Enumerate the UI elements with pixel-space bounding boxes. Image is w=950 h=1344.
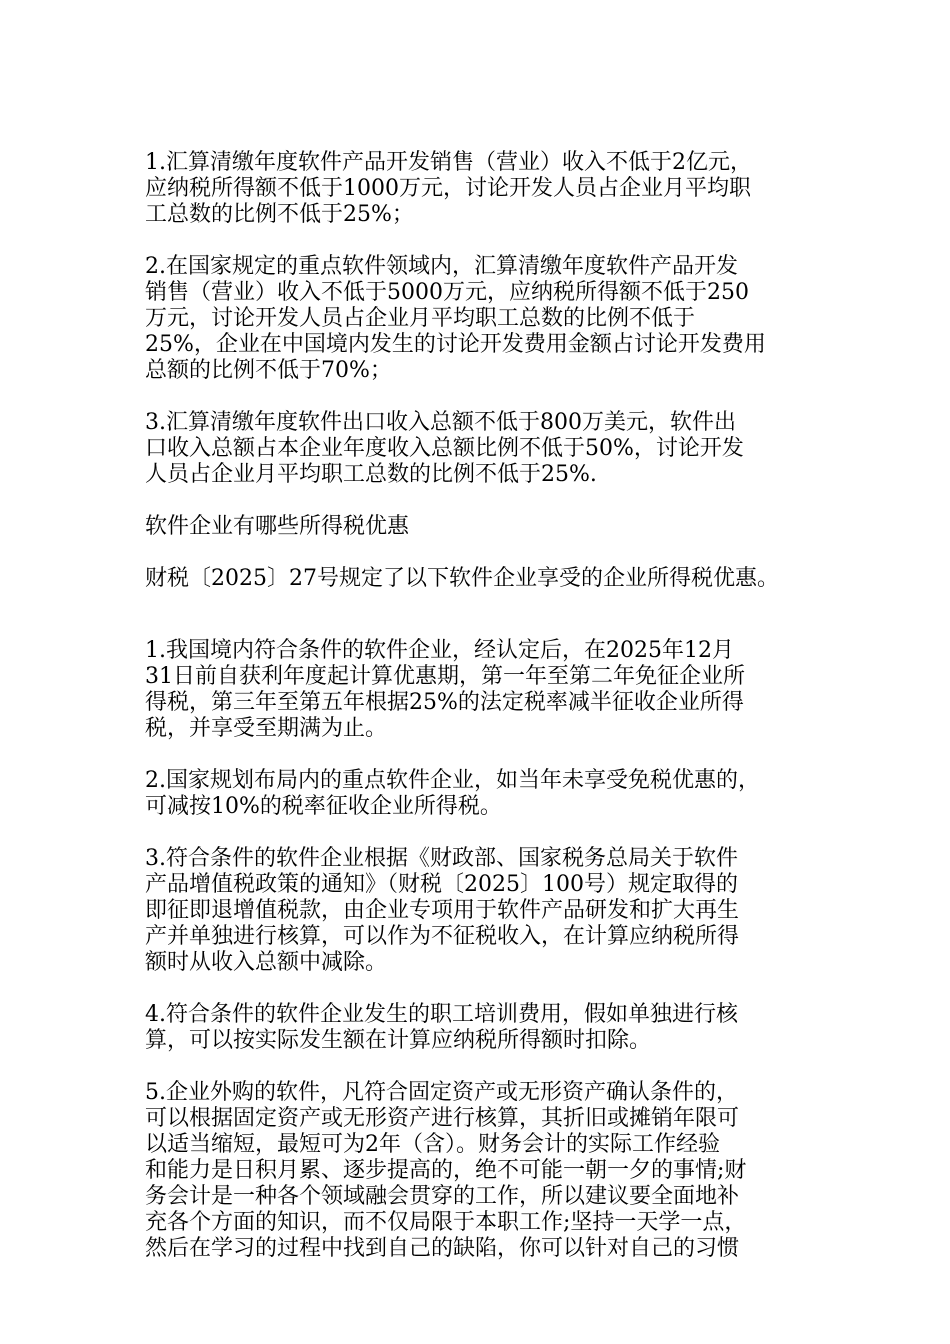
paragraph-gap (145, 228, 815, 254)
text-line: 充各个方面的知识，而不仅局限于本职工作;坚持一天学一点， (145, 1210, 747, 1235)
text-line: 25%，企业在中国境内发生的讨论开发费用金额占讨论开发费用 (145, 332, 766, 357)
text-line: 总额的比例不低于70%； (145, 358, 392, 383)
benefit-paragraph-4 (145, 1002, 815, 1054)
paragraph-gap (145, 976, 815, 1002)
benefit-paragraph-2 (145, 768, 815, 820)
text-line: 1.汇算清缴年度软件产品开发销售（营业）收入不低于2亿元， (145, 150, 752, 175)
text-line: 1.我国境内符合条件的软件企业，经认定后，在2025年12月 (145, 638, 734, 663)
requirement-paragraph-1 (145, 150, 815, 228)
text-line: 然后在学习的过程中找到自己的缺陷，你可以针对自己的习惯 (145, 1236, 740, 1261)
paragraph-gap (145, 592, 815, 638)
text-line: 3.符合条件的软件企业根据《财政部、国家税务总局关于软件 (145, 846, 738, 871)
section-heading (145, 514, 815, 540)
text-line: 3.汇算清缴年度软件出口收入总额不低于800万美元，软件出 (145, 410, 736, 435)
document-page (145, 150, 815, 1262)
paragraph-gap (145, 742, 815, 768)
paragraph-gap (145, 488, 815, 514)
text-line: 万元，讨论开发人员占企业月平均职工总数的比例不低于 (145, 306, 696, 331)
text-line: 5.企业外购的软件，凡符合固定资产或无形资产确认条件的， (145, 1080, 738, 1105)
benefit-paragraph-5 (145, 1080, 815, 1262)
text-line: 得税，第三年至第五年根据25%的法定税率减半征收企业所得 (145, 690, 744, 715)
benefit-paragraph-3 (145, 846, 815, 976)
paragraph-gap (145, 540, 815, 566)
text-line: 销售（营业）收入不低于5000万元，应纳税所得额不低于250 (145, 280, 749, 305)
text-line: 即征即退增值税款，由企业专项用于软件产品研发和扩大再生 (145, 898, 740, 923)
intro-paragraph (145, 566, 815, 592)
paragraph-gap (145, 820, 815, 846)
text-line: 产品增值税政策的通知》（财税〔2025〕100号）规定取得的 (145, 872, 738, 897)
text-line: 应纳税所得额不低于1000万元，讨论开发人员占企业月平均职 (145, 176, 751, 201)
text-line: 工总数的比例不低于25%； (145, 202, 414, 227)
text-line: 2.在国家规定的重点软件领域内，汇算清缴年度软件产品开发 (145, 254, 738, 279)
text-line: 人员占企业月平均职工总数的比例不低于25%. (145, 462, 597, 487)
text-line: 以适当缩短，最短可为2年（含）。财务会计的实际工作经验 (145, 1132, 720, 1157)
paragraph-gap (145, 384, 815, 410)
heading-line: 软件企业有哪些所得税优惠 (145, 514, 410, 539)
text-line: 可以根据固定资产或无形资产进行核算，其折旧或摊销年限可 (145, 1106, 740, 1131)
text-line: 税，并享受至期满为止。 (145, 716, 388, 741)
benefit-paragraph-1 (145, 638, 815, 742)
requirement-paragraph-2 (145, 254, 815, 384)
text-line: 算，可以按实际发生额在计算应纳税所得额时扣除。 (145, 1028, 652, 1053)
text-line: 财税〔2025〕27号规定了以下软件企业享受的企业所得税优惠。 (145, 566, 779, 591)
text-line: 2.国家规划布局内的重点软件企业，如当年未享受免税优惠的， (145, 768, 760, 793)
text-line: 可减按10%的税率征收企业所得税。 (145, 794, 502, 819)
text-line: 务会计是一种各个领域融会贯穿的工作，所以建议要全面地补 (145, 1184, 740, 1209)
text-line: 31日前自获利年度起计算优惠期，第一年至第二年免征企业所 (145, 664, 745, 689)
text-line: 额时从收入总额中减除。 (145, 950, 388, 975)
text-line: 和能力是日积月累、逐步提高的，绝不可能一朝一夕的事情;财 (145, 1158, 747, 1183)
text-line: 产并单独进行核算，可以作为不征税收入，在计算应纳税所得 (145, 924, 740, 949)
requirement-paragraph-3 (145, 410, 815, 488)
paragraph-gap (145, 1054, 815, 1080)
text-line: 口收入总额占本企业年度收入总额比例不低于50%，讨论开发 (145, 436, 744, 461)
text-line: 4.符合条件的软件企业发生的职工培训费用，假如单独进行核 (145, 1002, 738, 1027)
